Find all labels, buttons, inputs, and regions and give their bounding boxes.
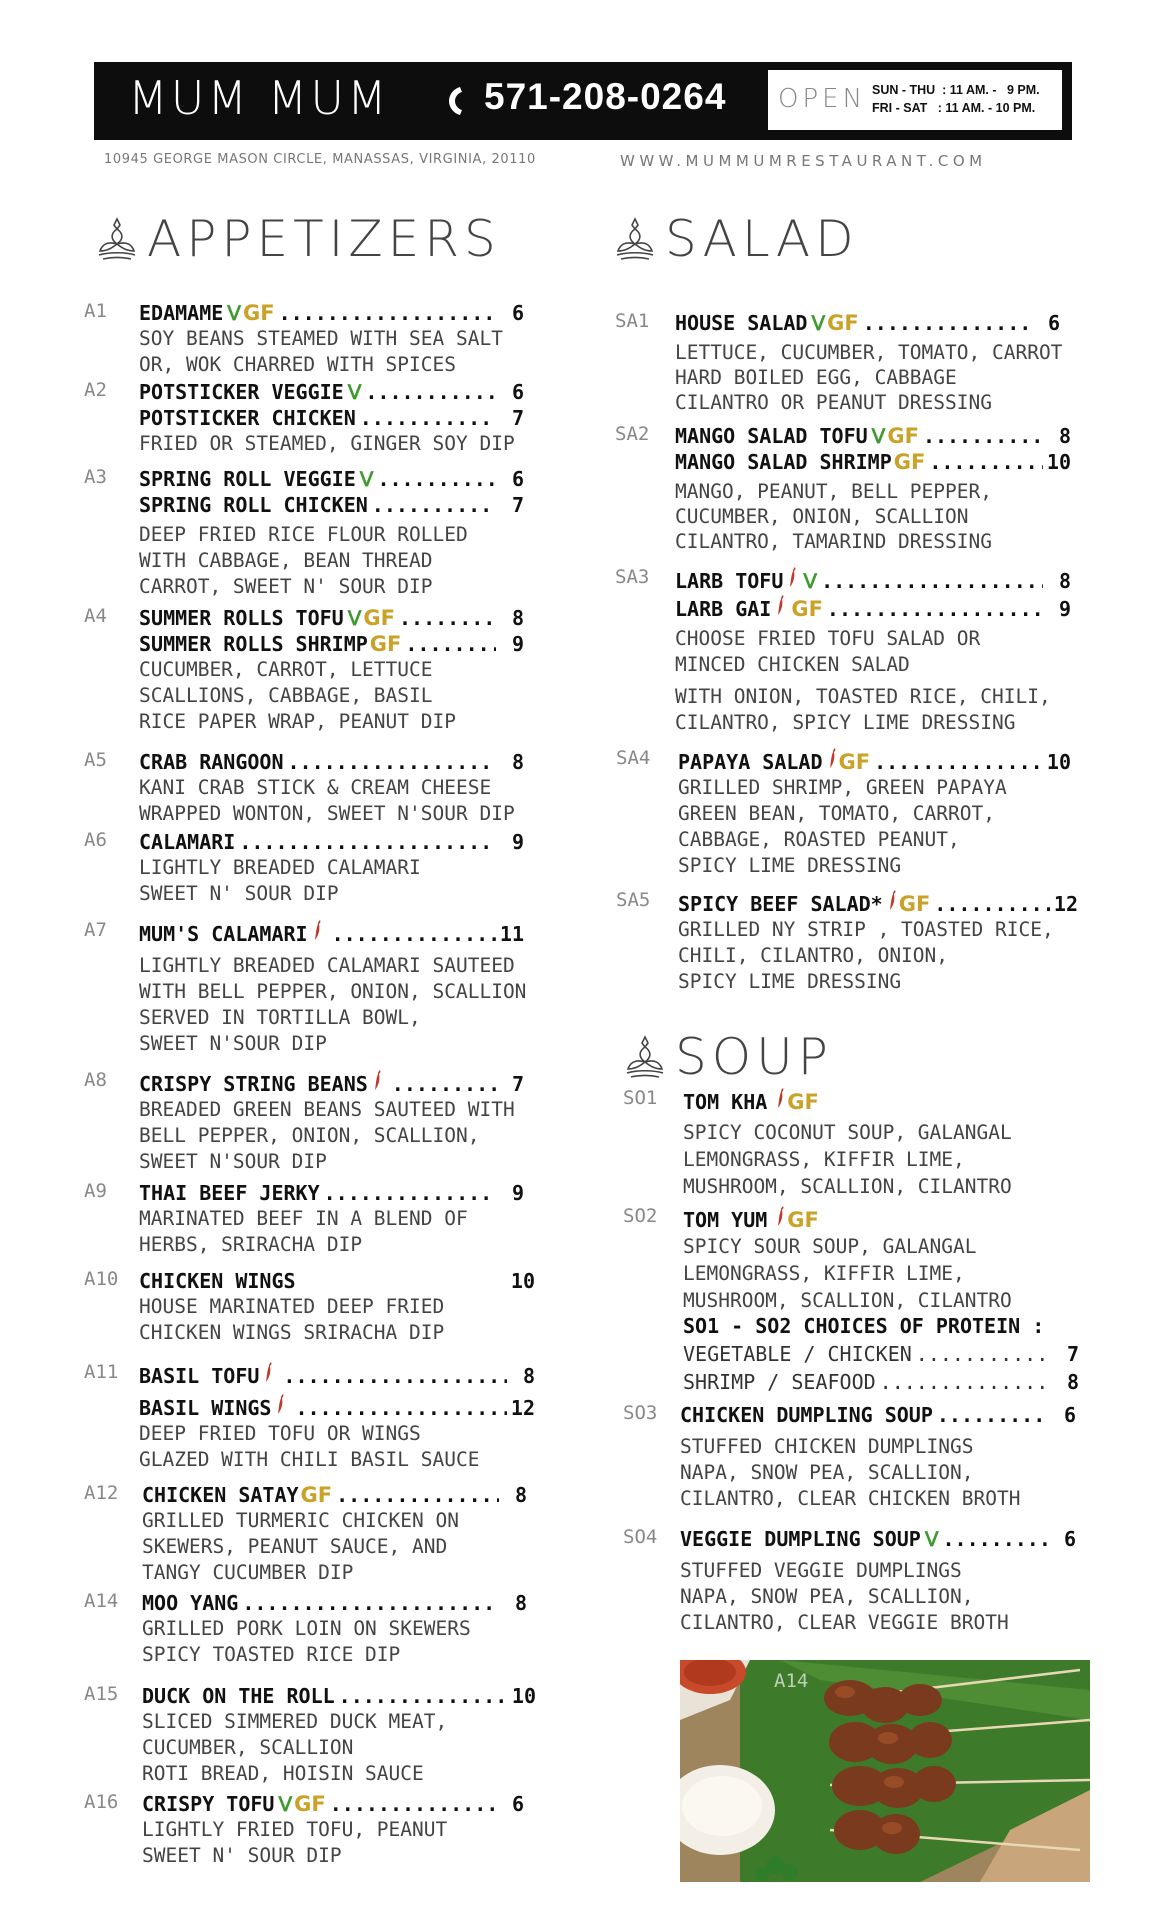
item-code: SA3 xyxy=(615,566,650,588)
item-description: GRILLED TURMERIC CHICKEN ON SKEWERS, PEANUT SAUCE, AND TANGY CUCUMBER DIP xyxy=(142,1509,459,1584)
chili-icon xyxy=(889,889,897,911)
item-name: CHICKEN WINGS xyxy=(139,1269,296,1293)
item-price: 10 xyxy=(510,1269,535,1293)
item-code: A14 xyxy=(84,1590,119,1612)
phone-icon xyxy=(444,84,466,118)
item-price: 8 xyxy=(511,750,524,774)
gf-badge: GF xyxy=(363,606,395,630)
item-price: 8 xyxy=(514,1591,527,1615)
item-name: MANGO SALAD TOFU xyxy=(675,424,868,448)
item-price: 10 xyxy=(1046,750,1071,774)
item-price: 8 xyxy=(1058,424,1071,448)
header-banner xyxy=(94,62,1072,140)
item-code: A5 xyxy=(84,749,107,771)
item-price: 8 xyxy=(1058,569,1071,593)
item-description: GRILLED SHRIMP, GREEN PAPAYA GREEN BEAN, TOMATO, CARROT, CABBAGE, ROASTED PEANUT, SPICY LIME DRESSING xyxy=(678,776,1007,877)
item-price: 8 xyxy=(511,606,524,630)
phone-number[interactable]: 571-208-0264 xyxy=(484,76,727,117)
leaf-icon: ᐯ xyxy=(347,380,362,404)
item-code: SA5 xyxy=(616,889,651,911)
chili-icon xyxy=(777,594,785,616)
item-code: A10 xyxy=(84,1268,119,1290)
chili-icon xyxy=(829,747,837,769)
item-name: VEGGIE DUMPLING SOUP xyxy=(680,1527,921,1551)
item-price: 7 xyxy=(511,406,524,430)
item-code: A15 xyxy=(84,1683,119,1705)
protein-option: VEGETABLE / CHICKEN xyxy=(683,1342,912,1366)
item-price: 9 xyxy=(511,830,524,854)
menu-item-a9 xyxy=(84,1180,524,1258)
item-name: SUMMER ROLLS TOFU xyxy=(139,606,344,630)
item-code: A6 xyxy=(84,829,107,851)
item-code: SO4 xyxy=(623,1526,658,1548)
item-name: PAPAYA SALAD xyxy=(678,750,823,774)
item-code: A2 xyxy=(84,379,107,401)
chili-icon xyxy=(789,566,797,588)
website-link[interactable]: WWW.MUMMUMRESTAURANT.COM xyxy=(620,152,987,170)
gf-badge: GF xyxy=(893,450,926,474)
hours-weekend: FRI - SAT : 11 AM. - 10 PM. xyxy=(872,101,1036,115)
item-description-extra: WITH ONION, TOASTED RICE, CHILI, CILANTRO, SPICY LIME DRESSING xyxy=(675,685,1051,734)
item-description: HOUSE MARINATED DEEP FRIED CHICKEN WINGS SRIRACHA DIP xyxy=(139,1295,445,1344)
item-name: POTSTICKER CHICKEN xyxy=(139,406,356,430)
chili-icon xyxy=(374,1069,382,1091)
item-name: SPRING ROLL CHICKEN xyxy=(139,493,368,517)
menu-item-a10 xyxy=(84,1268,535,1346)
item-name: SUMMER ROLLS SHRIMP xyxy=(139,632,368,656)
item-price: 12 xyxy=(510,1396,535,1420)
chili-icon xyxy=(314,919,322,941)
item-name: POTSTICKER VEGGIE xyxy=(139,380,344,404)
leaf-icon: ᐯ xyxy=(278,1792,293,1816)
leaf-icon: ᐯ xyxy=(347,606,362,630)
item-name: BASIL WINGS xyxy=(139,1396,272,1420)
item-code: A16 xyxy=(84,1791,119,1813)
item-price: 9 xyxy=(511,632,524,656)
leaf-icon: ᐯ xyxy=(924,1527,939,1551)
item-code: A9 xyxy=(84,1180,107,1202)
item-price: 9 xyxy=(1058,597,1071,621)
protein-heading: SO1 - SO2 CHOICES OF PROTEIN : xyxy=(683,1314,1045,1338)
item-code: SO2 xyxy=(623,1205,658,1227)
gf-badge: GF xyxy=(887,424,919,448)
item-price: 12 xyxy=(1053,892,1078,916)
item-description: BREADED GREEN BEANS SAUTEED WITH BELL PEPPER, ONION, SCALLION, SWEET N'SOUR DIP xyxy=(139,1098,515,1173)
item-description: SPICY SOUR SOUP, GALANGAL LEMONGRASS, KIFFIR LIME, MUSHROOM, SCALLION, CILANTRO xyxy=(683,1235,1012,1312)
menu-item-a12 xyxy=(84,1482,527,1586)
leaf-icon: ᐯ xyxy=(803,569,818,593)
chili-icon xyxy=(265,1361,273,1383)
item-description: DEEP FRIED RICE FLOUR ROLLED WITH CABBAGE, BEAN THREAD CARROT, SWEET N' SOUR DIP xyxy=(139,523,468,598)
item-code: SA4 xyxy=(616,747,651,769)
item-code: SA1 xyxy=(615,310,650,332)
appetizers-heading xyxy=(97,210,501,268)
item-price: 6 xyxy=(1063,1527,1076,1551)
item-code: A3 xyxy=(84,466,107,488)
item-name: MUM'S CALAMARI xyxy=(139,922,308,946)
menu-item-a14 xyxy=(84,1590,527,1668)
menu-item-a5 xyxy=(84,749,524,827)
menu-item-a15 xyxy=(84,1683,536,1787)
menu-item-a2 xyxy=(84,379,524,457)
item-description: MANGO, PEANUT, BELL PEPPER, CUCUMBER, ONION, SCALLION CILANTRO, TAMARIND DRESSING xyxy=(675,480,992,553)
item-description: LETTUCE, CUCUMBER, TOMATO, CARROT HARD BOILED EGG, CABBAGE CILANTRO OR PEANUT DRESSING xyxy=(675,341,1063,414)
menu-item-sa3 xyxy=(615,566,1071,736)
leaf-icon: ᐯ xyxy=(359,467,374,491)
protein-option: SHRIMP / SEAFOOD xyxy=(683,1370,876,1394)
food-illustration xyxy=(680,1660,1090,1882)
item-description: SOY BEANS STEAMED WITH SEA SALT OR, WOK CHARRED WITH SPICES xyxy=(139,327,503,376)
item-price: 6 xyxy=(511,1792,524,1816)
lotus-icon xyxy=(615,217,655,261)
menu-item-sa5 xyxy=(616,889,1078,995)
item-name: HOUSE SALAD xyxy=(675,311,808,335)
item-description: MARINATED BEEF IN A BLEND OF HERBS, SRIRACHA DIP xyxy=(139,1207,468,1256)
item-description: LIGHTLY BREADED CALAMARI SAUTEED WITH BELL PEPPER, ONION, SCALLION SERVED IN TORTILLA BOWL, SWEET N'SOUR DIP xyxy=(139,954,527,1055)
salad-title: SALAD xyxy=(665,210,859,268)
chili-icon xyxy=(777,1087,785,1109)
item-price: 6 xyxy=(1047,311,1060,335)
item-price: 6 xyxy=(511,380,524,404)
item-name: CALAMARI xyxy=(139,830,236,854)
item-code: A1 xyxy=(84,300,107,322)
item-code: SO1 xyxy=(623,1087,658,1109)
menu-item-so3 xyxy=(623,1402,1076,1512)
item-price: 9 xyxy=(511,1181,524,1205)
item-name: CRISPY TOFU xyxy=(142,1792,275,1816)
item-name: LARB GAI xyxy=(675,597,772,621)
item-description: STUFFED CHICKEN DUMPLINGS NAPA, SNOW PEA, SCALLION, CILANTRO, CLEAR CHICKEN BROTH xyxy=(680,1435,1021,1510)
lotus-icon xyxy=(625,1035,665,1079)
gf-badge: GF xyxy=(300,1483,333,1507)
item-code: A8 xyxy=(84,1069,107,1091)
item-description: GRILLED PORK LOIN ON SKEWERS SPICY TOASTED RICE DIP xyxy=(142,1617,471,1666)
gf-badge: GF xyxy=(838,750,871,774)
item-code: SO3 xyxy=(623,1402,658,1424)
menu-item-a3 xyxy=(84,466,524,600)
item-price: 10 xyxy=(1046,450,1071,474)
item-name: BASIL TOFU xyxy=(139,1364,260,1388)
item-price: 10 xyxy=(511,1684,536,1708)
item-name: MOO YANG xyxy=(142,1591,239,1615)
item-name: EDAMAME xyxy=(139,301,224,325)
menu-item-a1 xyxy=(84,300,524,378)
menu-item-a7 xyxy=(84,919,527,1057)
item-code: A7 xyxy=(84,919,107,941)
menu-item-a4 xyxy=(84,605,524,735)
brand-name: MUM MUM xyxy=(128,71,390,125)
item-price: 8 xyxy=(514,1483,527,1507)
menu-item-a16 xyxy=(84,1791,524,1869)
item-name: CRISPY STRING BEANS xyxy=(139,1072,368,1096)
soup-heading xyxy=(625,1028,833,1086)
item-name: SPICY BEEF SALAD* xyxy=(678,892,883,916)
menu-item-so2 xyxy=(623,1205,1083,1314)
soup-title: SOUP xyxy=(675,1028,833,1086)
menu-item-sa4 xyxy=(616,747,1071,879)
moo-yang-photo xyxy=(680,1660,1090,1882)
menu-item-a6 xyxy=(84,829,524,907)
item-description: CHOOSE FRIED TOFU SALAD OR MINCED CHICKEN SALAD xyxy=(675,627,981,676)
gf-badge: GF xyxy=(827,311,859,335)
item-name: LARB TOFU xyxy=(675,569,784,593)
item-code: A11 xyxy=(84,1361,119,1383)
photo-label: A14 xyxy=(774,1670,809,1692)
item-price: 6 xyxy=(1063,1403,1076,1427)
protein-choices xyxy=(683,1313,1079,1395)
item-price: 6 xyxy=(511,301,524,325)
item-price: 6 xyxy=(511,467,524,491)
item-price: 7 xyxy=(511,1072,524,1096)
item-name: TOM YUM xyxy=(683,1208,768,1232)
item-price: 11 xyxy=(499,922,524,946)
menu-item-a8 xyxy=(84,1069,524,1175)
item-name: CHICKEN SATAY xyxy=(142,1483,299,1507)
protein-price: 8 xyxy=(1066,1370,1079,1394)
item-name: THAI BEEF JERKY xyxy=(139,1181,320,1205)
gf-badge: GF xyxy=(369,632,402,656)
item-price: 7 xyxy=(511,493,524,517)
hours-box xyxy=(768,70,1062,130)
item-name: CHICKEN DUMPLING SOUP xyxy=(680,1403,933,1427)
open-label: OPEN xyxy=(778,84,867,114)
item-description: LIGHTLY BREADED CALAMARI SWEET N' SOUR DIP xyxy=(139,856,421,905)
leaf-icon: ᐯ xyxy=(871,424,886,448)
menu-item-so1 xyxy=(623,1087,1083,1200)
menu-item-a11 xyxy=(84,1361,535,1473)
hours-weekday: SUN - THU : 11 AM. - 9 PM. xyxy=(872,83,1040,97)
leaf-icon: ᐯ xyxy=(227,301,241,325)
menu-item-sa2 xyxy=(615,423,1071,554)
protein-price: 7 xyxy=(1066,1342,1079,1366)
item-name: CRAB RANGOON xyxy=(139,750,284,774)
salad-heading xyxy=(615,210,859,268)
leaf-icon: ᐯ xyxy=(811,311,826,335)
gf-badge: GF xyxy=(791,597,823,621)
menu-item-sa1 xyxy=(615,310,1063,415)
appetizers-title: APPETIZERS xyxy=(147,210,501,268)
chili-icon xyxy=(277,1393,285,1415)
menu-item-so4 xyxy=(623,1526,1076,1636)
item-name: DUCK ON THE ROLL xyxy=(142,1684,335,1708)
item-description: LIGHTLY FRIED TOFU, PEANUT SWEET N' SOUR DIP xyxy=(142,1818,448,1867)
item-description: SLICED SIMMERED DUCK MEAT, CUCUMBER, SCALLION ROTI BREAD, HOISIN SAUCE xyxy=(142,1710,448,1785)
item-description: FRIED OR STEAMED, GINGER SOY DIP xyxy=(139,432,515,455)
lotus-icon xyxy=(97,217,137,261)
item-description: CUCUMBER, CARROT, LETTUCE SCALLIONS, CABBAGE, BASIL RICE PAPER WRAP, PEANUT DIP xyxy=(139,658,456,733)
item-description: DEEP FRIED TOFU OR WINGS GLAZED WITH CHILI BASIL SAUCE xyxy=(139,1422,480,1471)
item-code: SA2 xyxy=(615,423,650,445)
item-name: SPRING ROLL VEGGIE xyxy=(139,467,356,491)
gf-badge: GF xyxy=(294,1792,326,1816)
gf-badge: GF xyxy=(242,301,275,325)
address: 10945 GEORGE MASON CIRCLE, MANASSAS, VIRGINIA, 20110 xyxy=(104,152,536,167)
item-code: A4 xyxy=(84,605,107,627)
gf-badge: GF xyxy=(787,1208,819,1232)
item-description: GRILLED NY STRIP , TOASTED RICE, CHILI, CILANTRO, ONION, SPICY LIME DRESSING xyxy=(678,918,1054,993)
item-code: A12 xyxy=(84,1482,119,1504)
item-price: 8 xyxy=(522,1364,535,1388)
item-description: SPICY COCONUT SOUP, GALANGAL LEMONGRASS, KIFFIR LIME, MUSHROOM, SCALLION, CILANTRO xyxy=(683,1121,1012,1198)
gf-badge: GF xyxy=(898,892,931,916)
item-name: MANGO SALAD SHRIMP xyxy=(675,450,892,474)
chili-icon xyxy=(777,1205,785,1227)
gf-badge: GF xyxy=(787,1090,819,1114)
item-description: KANI CRAB STICK & CREAM CHEESE WRAPPED WONTON, SWEET N'SOUR DIP xyxy=(139,776,515,825)
item-description: STUFFED VEGGIE DUMPLINGS NAPA, SNOW PEA, SCALLION, CILANTRO, CLEAR VEGGIE BROTH xyxy=(680,1559,1009,1634)
item-name: TOM KHA xyxy=(683,1090,768,1114)
